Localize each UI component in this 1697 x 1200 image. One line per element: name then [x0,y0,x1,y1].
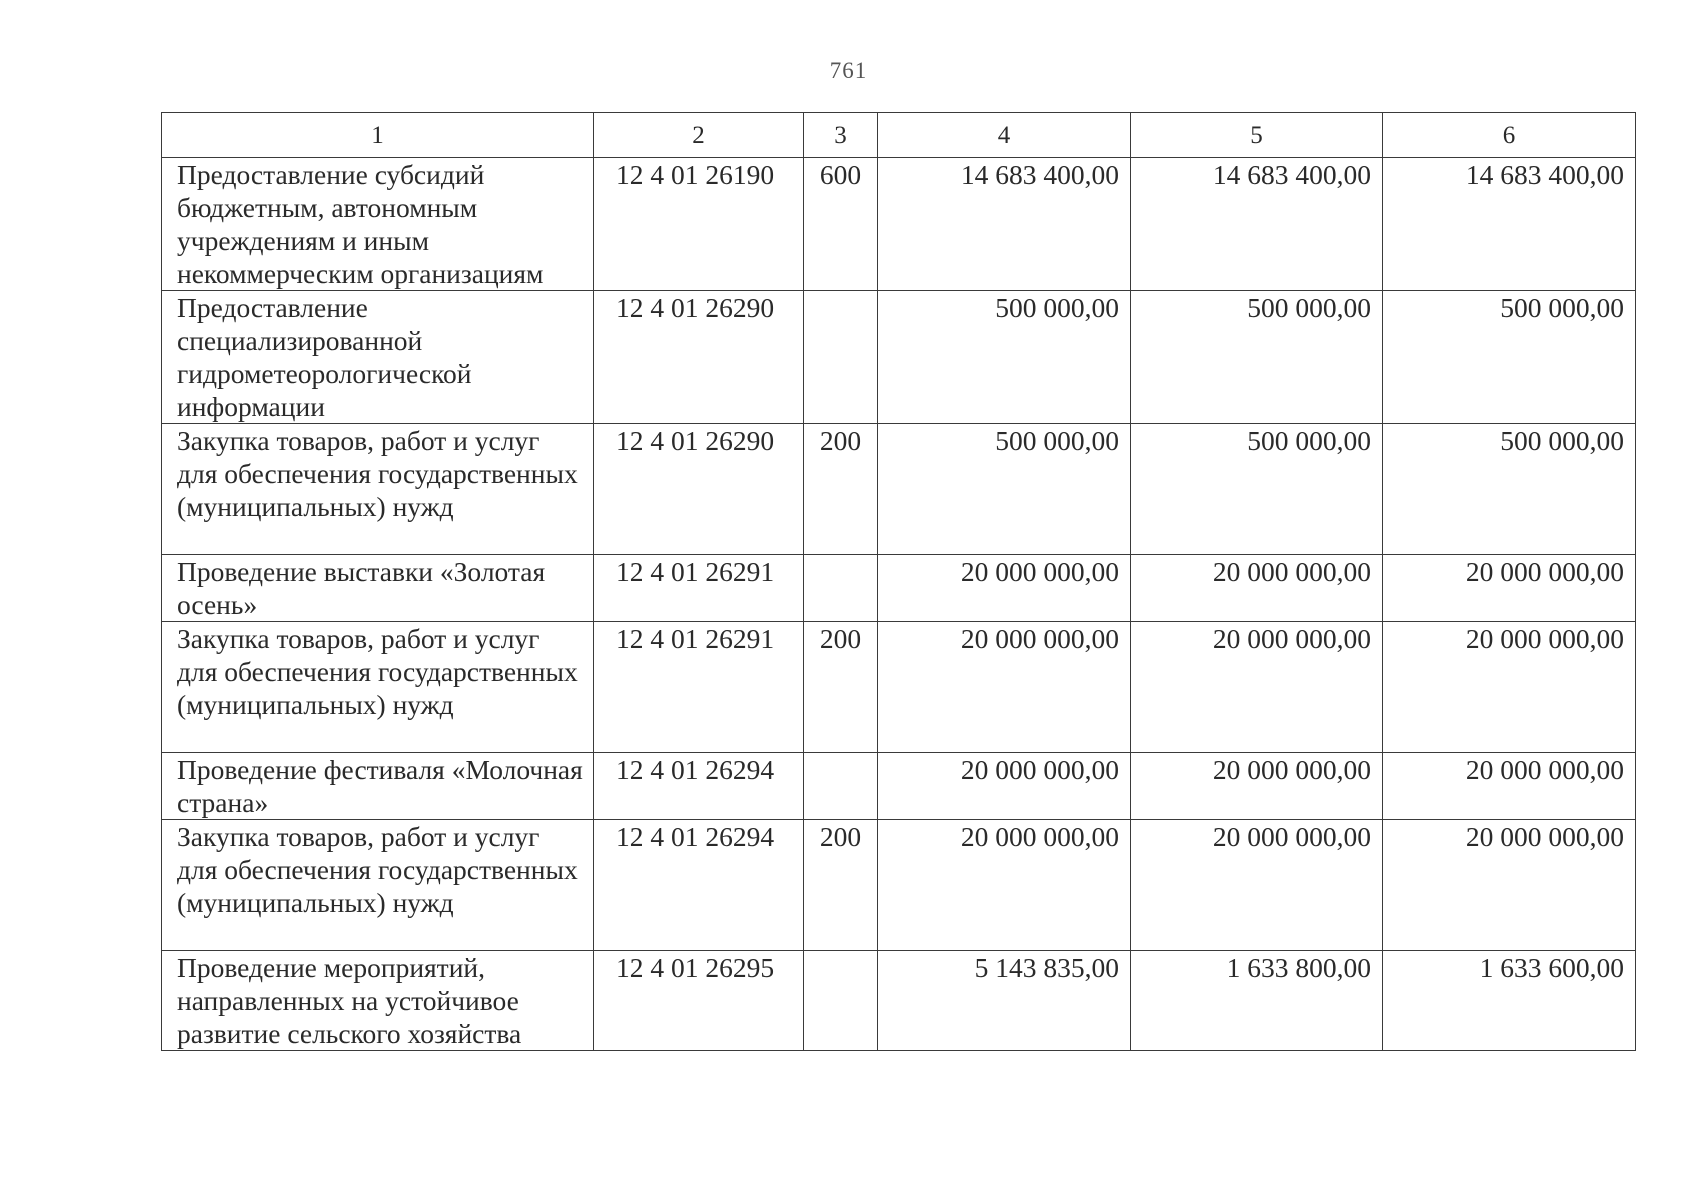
row-amount-col6: 500 000,00 [1383,291,1636,424]
page-number: 761 [829,58,868,83]
row-amount-col4: 14 683 400,00 [878,158,1131,291]
row-code: 12 4 01 26294 [594,820,804,951]
row-name: Проведение выставки «Золотая осень» [162,555,594,622]
row-amount-col4: 500 000,00 [878,291,1131,424]
row-name: Предоставление субсидий бюджетным, автономным учреждениям и иным некоммерческим организациям [162,158,594,291]
row-amount-col4: 20 000 000,00 [878,622,1131,753]
row-amount-col5: 1 633 800,00 [1131,951,1383,1051]
row-expense-type [804,291,878,424]
table-row [162,622,1636,753]
table-row [162,158,1636,291]
column-header: 6 [1383,113,1636,158]
row-code: 12 4 01 26290 [594,291,804,424]
row-expense-type: 200 [804,424,878,555]
row-amount-col4: 5 143 835,00 [878,951,1131,1051]
row-amount-col4: 500 000,00 [878,424,1131,555]
row-amount-col6: 20 000 000,00 [1383,753,1636,820]
row-amount-col5: 20 000 000,00 [1131,555,1383,622]
row-amount-col4: 20 000 000,00 [878,820,1131,951]
row-expense-type [804,951,878,1051]
row-amount-col5: 20 000 000,00 [1131,622,1383,753]
row-amount-col6: 1 633 600,00 [1383,951,1636,1051]
row-amount-col6: 500 000,00 [1383,424,1636,555]
table-row [162,951,1636,1051]
row-amount-col4: 20 000 000,00 [878,555,1131,622]
row-expense-type [804,753,878,820]
row-name: Закупка товаров, работ и услуг для обеспечения государственных (муниципальных) нужд [162,424,594,555]
row-expense-type: 200 [804,622,878,753]
row-code: 12 4 01 26290 [594,424,804,555]
row-amount-col6: 14 683 400,00 [1383,158,1636,291]
column-header: 5 [1131,113,1383,158]
column-header: 1 [162,113,594,158]
row-code: 12 4 01 26291 [594,622,804,753]
row-code: 12 4 01 26294 [594,753,804,820]
table-row [162,753,1636,820]
budget-table [161,112,1636,1051]
row-amount-col6: 20 000 000,00 [1383,820,1636,951]
row-expense-type: 200 [804,820,878,951]
column-header: 3 [804,113,878,158]
row-amount-col4: 20 000 000,00 [878,753,1131,820]
row-amount-col5: 20 000 000,00 [1131,820,1383,951]
row-expense-type [804,555,878,622]
row-amount-col5: 20 000 000,00 [1131,753,1383,820]
column-header: 2 [594,113,804,158]
table-row [162,555,1636,622]
row-expense-type: 600 [804,158,878,291]
row-code: 12 4 01 26190 [594,158,804,291]
row-name: Предоставление специализированной гидрометеорологической информации [162,291,594,424]
row-amount-col5: 14 683 400,00 [1131,158,1383,291]
row-amount-col6: 20 000 000,00 [1383,555,1636,622]
row-name: Закупка товаров, работ и услуг для обеспечения государственных (муниципальных) нужд [162,820,594,951]
row-amount-col6: 20 000 000,00 [1383,622,1636,753]
row-code: 12 4 01 26291 [594,555,804,622]
row-amount-col5: 500 000,00 [1131,424,1383,555]
header-row [162,113,1636,158]
row-name: Закупка товаров, работ и услуг для обеспечения государственных (муниципальных) нужд [162,622,594,753]
row-name: Проведение мероприятий, направленных на устойчивое развитие сельского хозяйства [162,951,594,1051]
table-row [162,291,1636,424]
table-row [162,424,1636,555]
table-row [162,820,1636,951]
column-header: 4 [878,113,1131,158]
row-amount-col5: 500 000,00 [1131,291,1383,424]
row-name: Проведение фестиваля «Молочная страна» [162,753,594,820]
row-code: 12 4 01 26295 [594,951,804,1051]
